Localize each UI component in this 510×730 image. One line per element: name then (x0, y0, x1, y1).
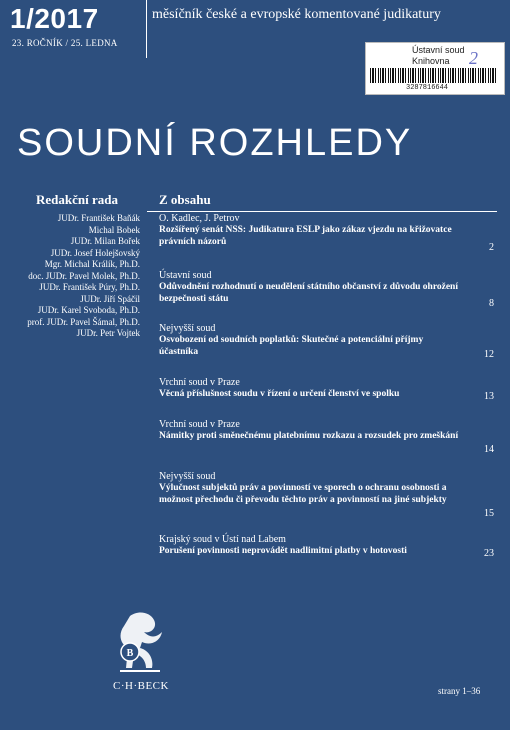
board-member: JUDr. Karel Svoboda, Ph.D. (37, 305, 140, 315)
toc-entry-title: Odůvodnění rozhodnutí o neudělení státního občanství z důvodu ohrožení bezpečnosti státu (159, 282, 458, 304)
editorial-board-list (27, 213, 140, 340)
toc-entry[interactable] (159, 534, 494, 558)
contents-heading: Z obsahu (159, 192, 211, 207)
toc-entry[interactable] (159, 471, 494, 519)
publisher-name: C·H·BECK (113, 680, 169, 692)
editorial-board-heading: Redakční rada (36, 192, 118, 207)
beck-griffin-logo-icon (110, 608, 170, 678)
section-divider (147, 211, 497, 212)
toc-entry-court: O. Kadlec, J. Petrov (159, 213, 240, 224)
board-member: JUDr. Jiří Spáčil (80, 293, 140, 304)
board-member: JUDr. František Baňák (57, 213, 140, 223)
library-label-line2: Knihovna (412, 56, 450, 66)
toc-entry-title: Porušení povinnosti neprovádět nadlimitní platby v hotovosti (159, 546, 407, 556)
toc-entry-page: 23 (484, 548, 494, 559)
board-member: JUDr. František Púry, Ph.D. (39, 282, 140, 292)
toc-entry-title: Výlučnost subjektů práv a povinností ve sporech o ochranu osobnosti a možnost přechodu či převodu těchto práv a povinností na jiné subjekty (159, 483, 447, 505)
svg-text:B: B (126, 648, 134, 659)
board-member: Michal Bobek (88, 224, 140, 235)
volume-info: 23. ROČNÍK / 25. LEDNA (12, 38, 118, 48)
toc-entry-page: 13 (484, 391, 494, 402)
toc-entry[interactable] (159, 419, 494, 455)
toc-entry-court: Nejvyšší soud (159, 323, 216, 334)
toc-entry-title: Námitky proti směnečnému platebnímu rozkazu a rozsudek pro zmeškání (159, 431, 459, 441)
toc-entry[interactable] (159, 213, 494, 253)
toc-entry-title: Věcná příslušnost soudu v řízení o určení členství ve spolku (159, 389, 400, 399)
header-divider (146, 0, 147, 58)
barcode-number: 3287816644 (406, 84, 449, 92)
library-label-line1: Ústavní soud (412, 45, 465, 55)
library-label (365, 42, 505, 95)
barcode-icon (370, 68, 496, 83)
page-range: strany 1–36 (438, 686, 481, 696)
toc-entry-title: Osvobození od soudních poplatků: Skutečné a potenciální příjmy účastníka (159, 335, 424, 357)
toc-entry-court: Vrchní soud v Praze (159, 377, 240, 388)
tagline: měsíčník české a evropské komentované judikatury (152, 7, 441, 22)
toc-entry[interactable] (159, 270, 494, 309)
toc-entry-page: 2 (489, 242, 494, 253)
issue-number: 1/2017 (10, 3, 99, 34)
board-member: JUDr. Milan Bořek (70, 236, 140, 246)
toc-entry-court: Ústavní soud (159, 270, 212, 281)
board-member: JUDr. Josef Holejšovský (50, 247, 140, 258)
toc-entry-page: 15 (484, 508, 494, 519)
toc-entry[interactable] (159, 323, 494, 358)
board-member: JUDr. Petr Vojtek (76, 328, 140, 338)
toc-entry-court: Vrchní soud v Praze (159, 419, 240, 430)
handwritten-mark: 2 (469, 48, 478, 68)
journal-title: SOUDNÍ ROZHLEDY (17, 122, 413, 164)
toc-entry-court: Nejvyšší soud (159, 471, 216, 482)
toc-entry-page: 12 (484, 349, 494, 360)
toc-entry-court: Krajský soud v Ústí nad Labem (159, 534, 286, 545)
board-member: prof. JUDr. Pavel Šámal, Ph.D. (27, 316, 140, 327)
board-member: doc. JUDr. Pavel Molek, Ph.D. (28, 270, 140, 281)
toc-entry-page: 14 (484, 444, 494, 455)
toc-entry-title: Rozšířený senát NSS: Judikatura ESLP jako zákaz vjezdu na křižovatce právních názorů (159, 225, 452, 247)
toc-entry-page: 8 (489, 298, 494, 309)
board-member: Mgr. Michal Králík, Ph.D. (44, 259, 140, 269)
toc-entry[interactable] (159, 377, 494, 401)
